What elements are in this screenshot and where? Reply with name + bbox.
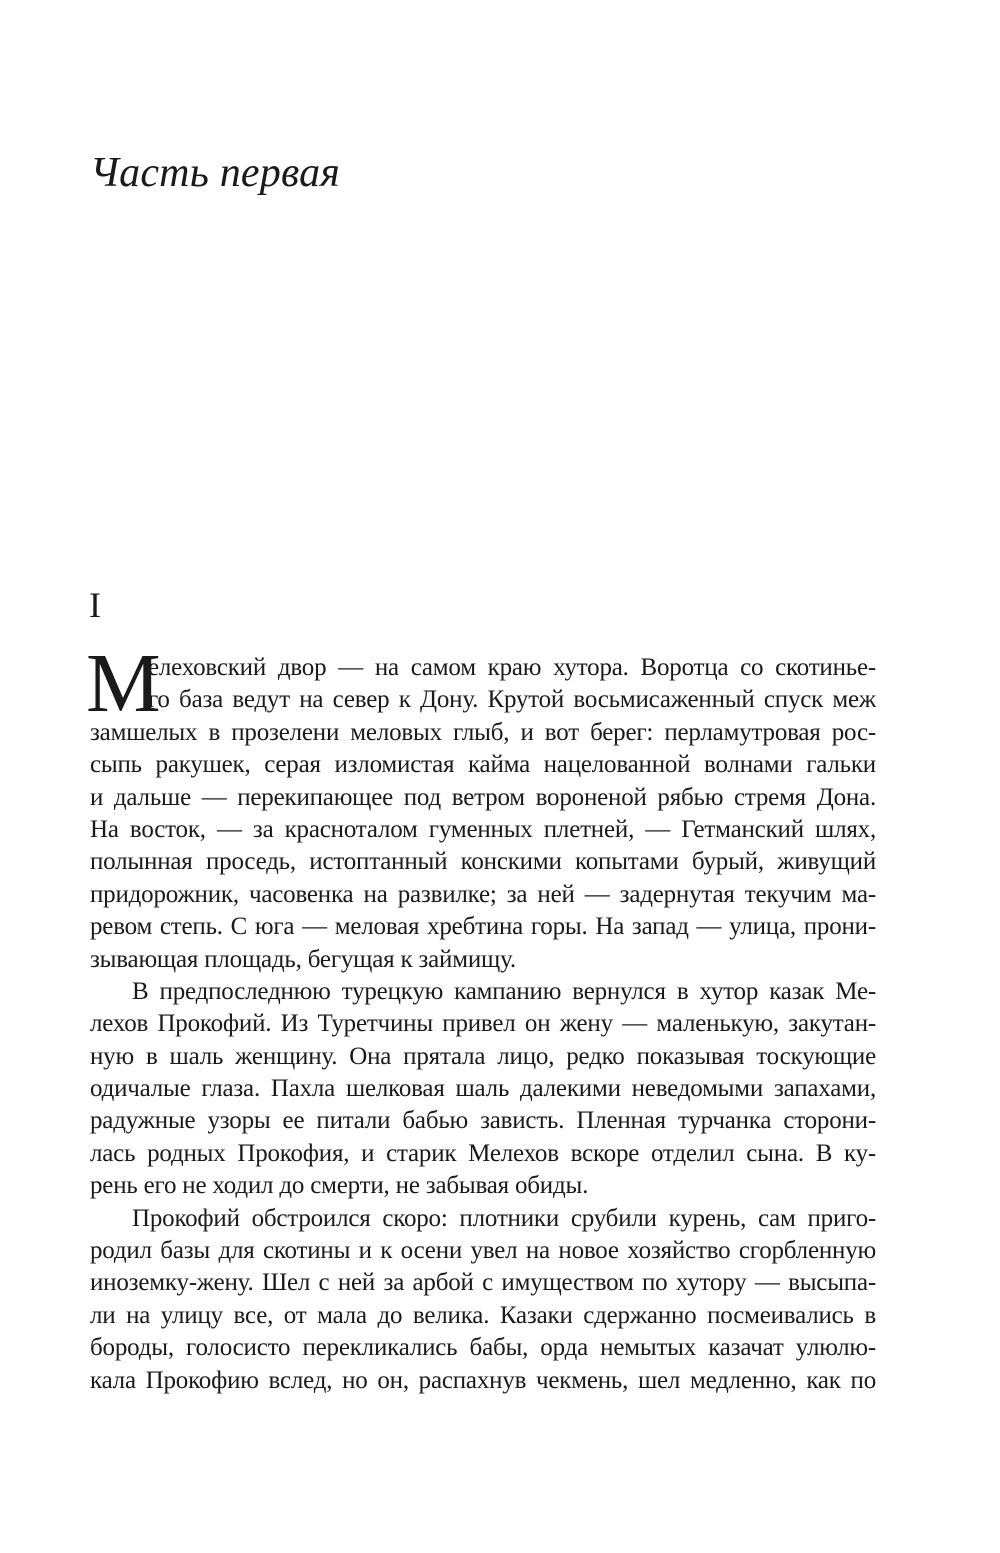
text-line: придорожник, часовенка на развилке; за ней — задернутая текучим ма- bbox=[90, 880, 876, 908]
text-line: лехов Прокофий. Из Туретчины привел он жену — маленькую, закутан- bbox=[90, 1010, 876, 1038]
text-line: зывающая площадь, бегущая к займищу. bbox=[90, 945, 516, 973]
text-line: одичалые глаза. Пахла шелковая шаль далекими неведомыми запахами, bbox=[90, 1075, 876, 1103]
text-line: Прокофий обстроился скоро: плотники срубили курень, сам приго- bbox=[132, 1204, 876, 1232]
text-line: рень его не ходил до смерти, не забывая обиды. bbox=[90, 1172, 589, 1200]
text-line: иноземку-жену. Шел с ней за арбой с имуществом по хутору — высыпа- bbox=[90, 1269, 876, 1297]
text-line: елеховский двор — на самом краю хутора. Воротца со скотинье- bbox=[148, 654, 876, 681]
part-title: Часть первая bbox=[90, 150, 341, 196]
text-line: ную в шаль женщину. Она прятала лицо, редко показывая тоскующие bbox=[90, 1042, 876, 1070]
drop-cap: М bbox=[86, 637, 161, 730]
text-line: лась родных Прокофия, и старик Мелехов вскоре отделил сына. В ку- bbox=[90, 1139, 876, 1167]
text-line: ревом степь. С юга — меловая хребтина горы. На запад — улица, прони- bbox=[90, 913, 876, 941]
text-line: и дальше — перекипающее под ветром вороненой рябью стремя Дона. bbox=[90, 783, 876, 811]
text-line: ли на улицу все, от мала до велика. Казаки сдержанно посмеивались в bbox=[90, 1301, 876, 1329]
text-line: бороды, голосисто перекликались бабы, орда немытых казачат улюлю- bbox=[90, 1334, 876, 1362]
text-line: замшелых в прозелени меловых глыб, и вот берег: перламутровая рос- bbox=[90, 718, 876, 746]
text-line: полынная проседь, истоптанный конскими копытами бурый, живущий bbox=[90, 848, 876, 876]
text-line: сыпь ракушек, серая изломистая кайма нацелованной волнами гальки bbox=[90, 751, 876, 779]
chapter-number: I bbox=[89, 585, 101, 625]
text-line: родил базы для скотины и к осени увел на новое хозяйство сгорбленную bbox=[90, 1237, 876, 1265]
text-line: На восток, — за красноталом гуменных плетней, — Гетманский шлях, bbox=[90, 815, 876, 843]
text-line: кала Прокофию вслед, но он, распахнув чекмень, шел медленно, как по bbox=[90, 1366, 876, 1394]
text-line: радужные узоры ее питали бабью зависть. Пленная турчанка сторони- bbox=[90, 1107, 876, 1135]
text-line: го база ведут на север к Дону. Крутой восьмисаженный спуск меж bbox=[148, 686, 876, 714]
text-line: В предпоследнюю турецкую кампанию вернулся в хутор казак Ме- bbox=[132, 977, 876, 1005]
chapter-text bbox=[86, 637, 876, 1397]
